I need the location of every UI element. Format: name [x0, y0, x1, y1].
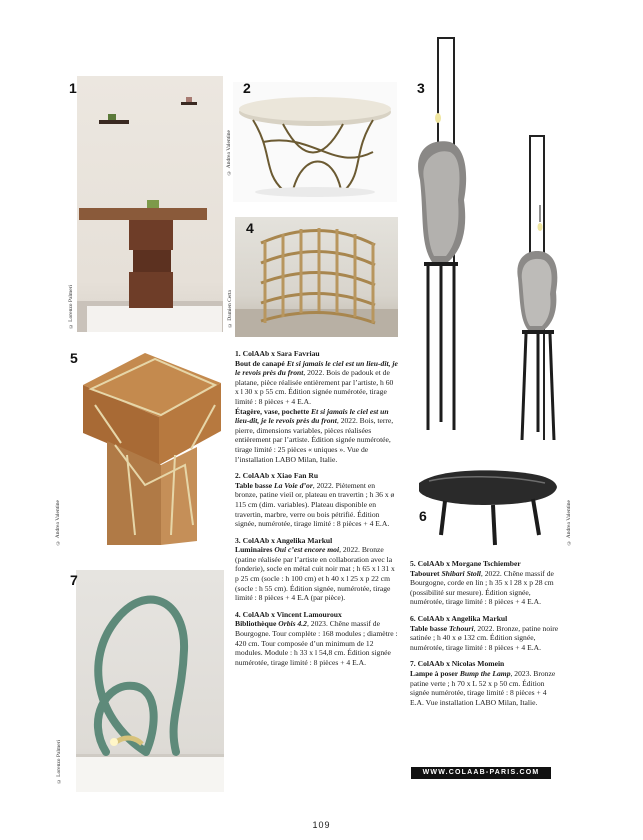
photo-5-stool: [75, 345, 225, 545]
photo-number: 1: [69, 80, 77, 96]
caption-4: 4. ColAAb x Vincent Lamouroux Bibliothèque Orbis 4.2, 2023. Chêne massif de Bourgogne. Tour complète : 168 modules ; diamètre : 420 cm. Tour composée d’un minimum de 12 modules. Module : h 33 x l 54,8 cm. Édition signée numérotée, tirage limité : 8 pièces + 4 E.A.: [235, 609, 398, 667]
photo-6-coffee-table: [415, 465, 560, 550]
caption-1: 1. ColAAb x Sara Favriau Bout de canapé Et si jamais le ciel est un lieu-dit, je le revois près du front, 2022. Bois de padouk et de platane, pièce réalisée entièrement par l’artiste, h 60 x l 30 x p 55 cm. Édition signée numérotée, tirage limité : 8 pièces + 4 E.A. Étagère, vase, pochette Et si jamais le ciel est un lieu-dit, je le revois près du front, 2022. Bois, terre, pierre, dimensions variables, pièces réalisées entièrement par l’artiste. Édition signée numérotée, tirage limité : 25 pièces « uniques ». Vue de l’installation LABO Milan, Italie.: [235, 349, 398, 464]
caption-3: 3. ColAAb x Angelika Markul Luminaires Oui c’est encore moi, 2022. Bronze (patine réalisée par l’artiste en collaboration avec la fonderie), socle en métal cuit noir mat ; h 65 x l 31 x p 25 cm (socle : h 100 cm) et h 40 x l 25 x p 22 cm (socle : h 55 cm). Édition signée, numérotée, tirage limité : 8 pièces + 4 E.A (par pièce).: [235, 535, 395, 603]
photo-credit: © Lorenzo Palmeri: [68, 285, 74, 330]
photo-4-bookshelf: [235, 217, 398, 337]
caption-6: 6. ColAAb x Angelika Markul Table basse Tchouri, 2022. Bronze, patine noire satinée ; h 40 x ø 132 cm. Édition signée, numérotée, tirage limité : 8 pièces + 4 E.A.: [410, 613, 559, 652]
caption-7: 7. ColAAb x Nicolas Momein Lampe à poser Bump the Lamp, 2023. Bronze patine verte ; h 70 x L 52 x p 50 cm. Édition signée numérotée, tirage limité : 8 pièces + 4 E.A. Vue installation LABO Milan, Italie.: [410, 659, 556, 707]
photo-credit: © Andrea Valentine: [226, 130, 232, 176]
photo-number: 7: [70, 572, 78, 588]
photo-credit: © Damien Certa: [227, 290, 233, 329]
website-banner[interactable]: WWW.COLAAB-PARIS.COM: [411, 767, 551, 779]
photo-3-lamps: [410, 30, 582, 450]
photo-7-lamp: [76, 570, 224, 792]
caption-2: 2. ColAAb x Xiao Fan Ru Table basse La Voie d’or, 2022. Piètement en bronze, patine vieil or, plateau en travertin ; h 36 x ø 115 cm (dim. variables). Plateau disponible en travertin, marbre, verre ou bois pétrifié. Édition signée, numérotée, tirage limité : 8 pièces + 4 E.A.: [235, 471, 395, 529]
photo-credit: © Lorenzo Palmeri: [56, 740, 62, 785]
photo-number: 4: [246, 220, 254, 236]
caption-5: 5. ColAAb x Morgane Tschiember Tabouret Shibari Stoll, 2022. Chêne massif de Bourgogne, corde en lin ; h 35 x l 28 x p 28 cm (possibilité sur mesure). Édition signée, numérotée, tirage limité : 8 pièces + 4 E.A.: [410, 559, 554, 607]
photo-number: 6: [419, 508, 427, 524]
captions-column-right: [410, 559, 560, 714]
photo-number: 5: [70, 350, 78, 366]
photo-2-coffee-table: [233, 82, 397, 202]
photo-number: 3: [417, 80, 425, 96]
photo-number: 2: [243, 80, 251, 96]
page-number: 109: [312, 820, 331, 830]
captions-column-middle: [235, 349, 398, 674]
photo-credit: © Andrea Valentine: [566, 500, 572, 546]
photo-credit: © Andrea Valentine: [55, 500, 61, 546]
photo-1-console: [77, 76, 223, 332]
